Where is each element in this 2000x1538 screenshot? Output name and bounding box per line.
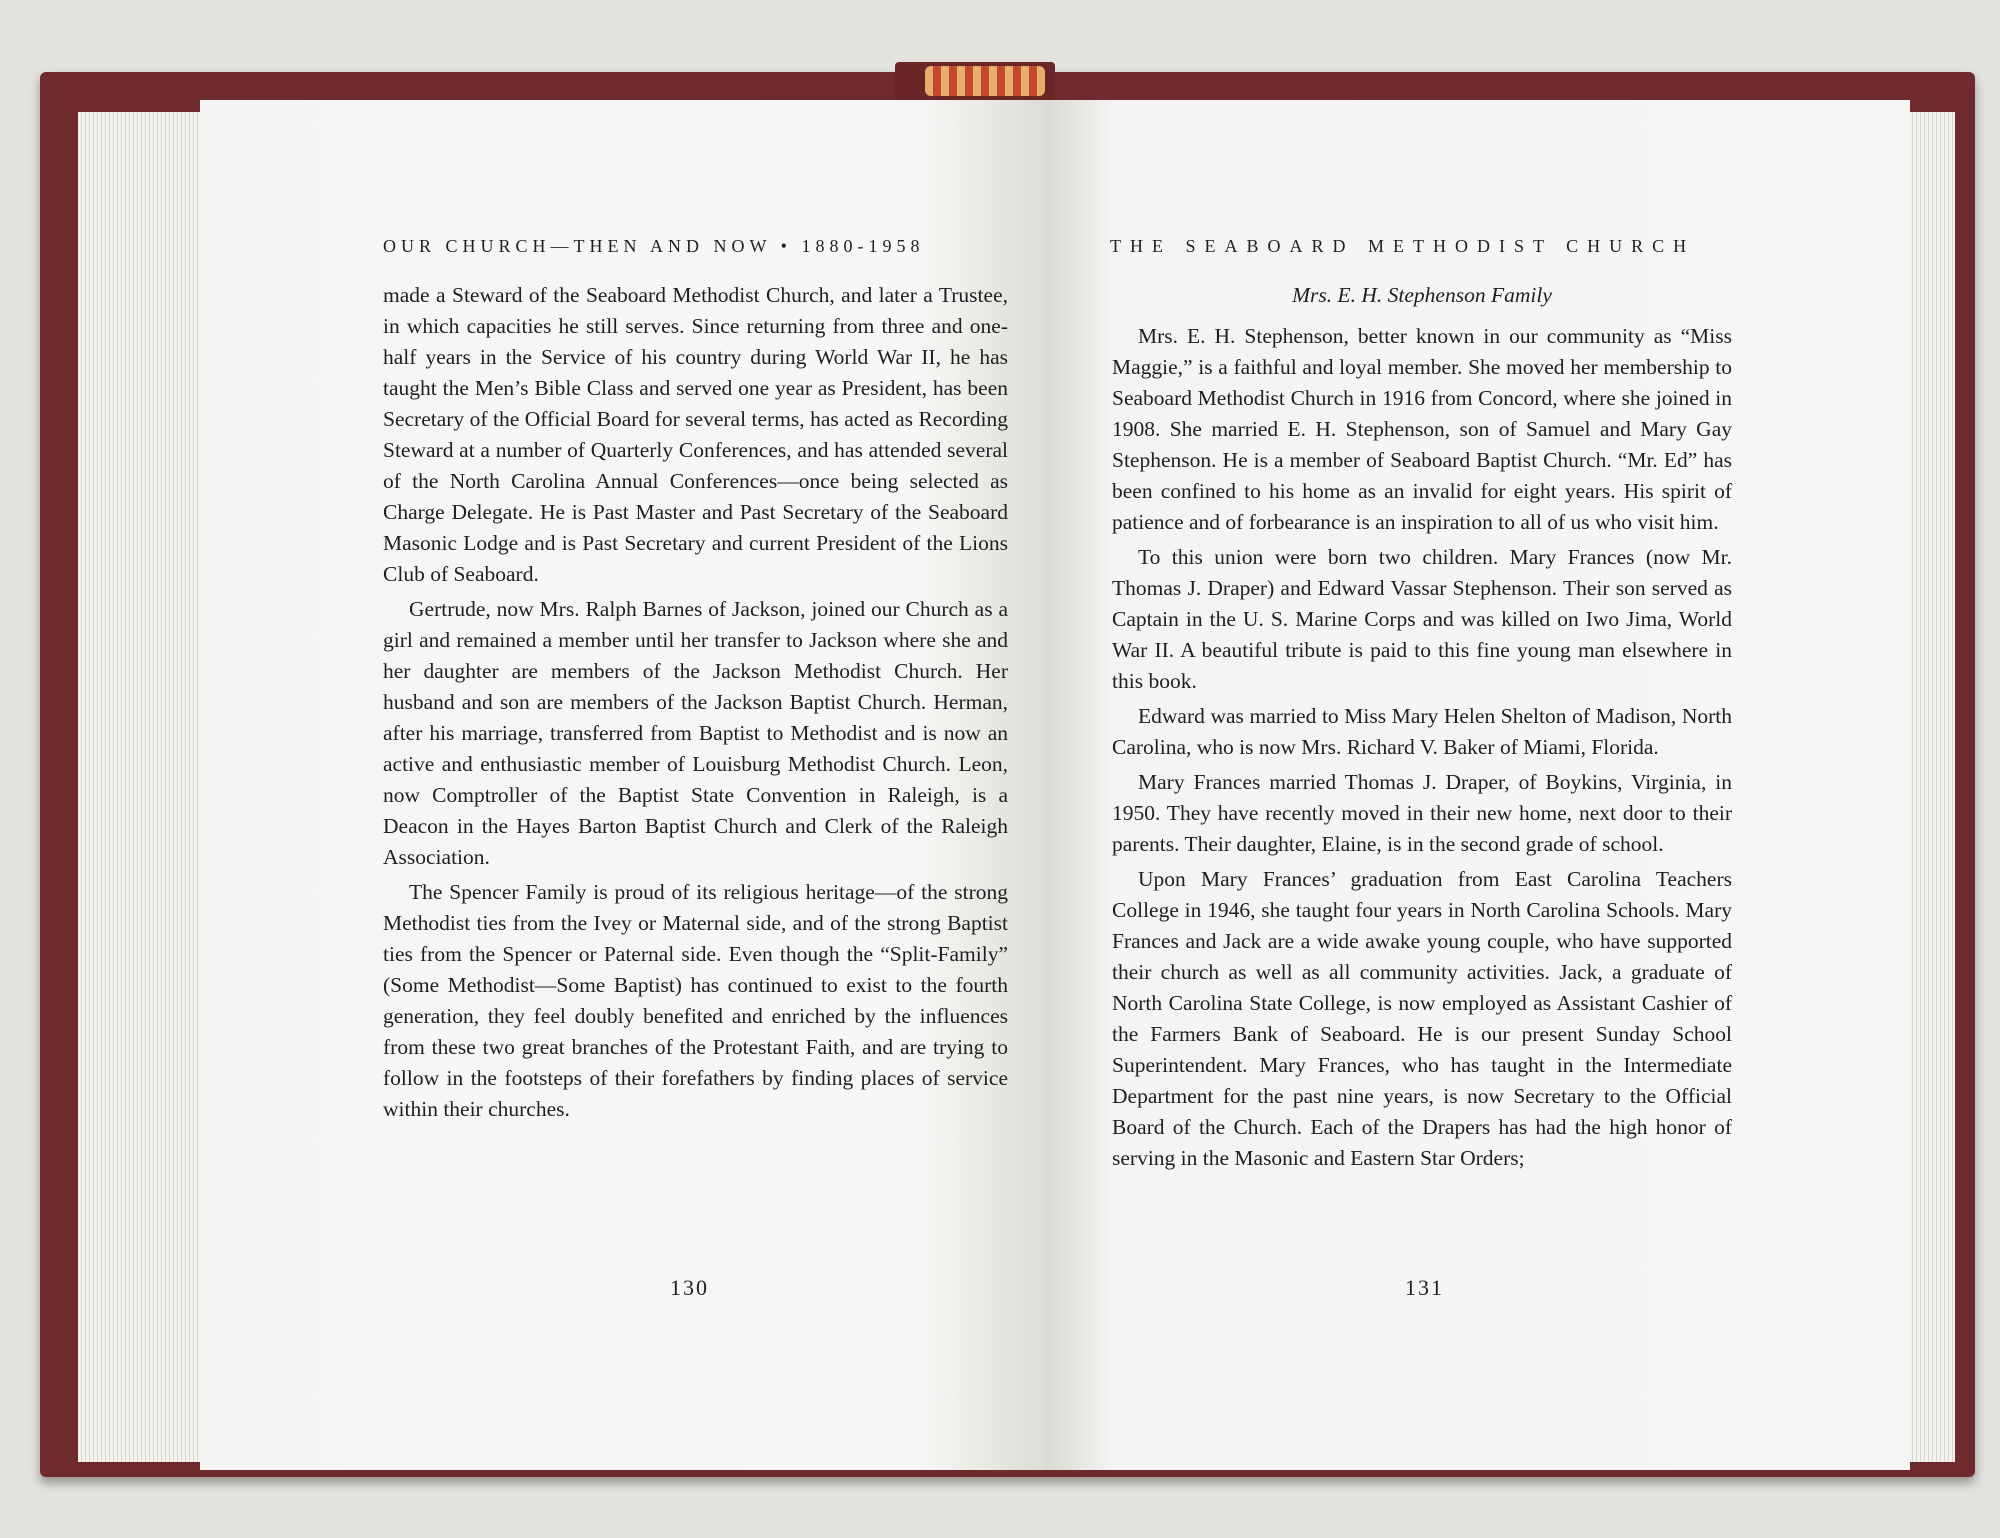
left-running-head: OUR CHURCH—THEN AND NOW • 1880-1958 — [383, 236, 925, 256]
headband — [925, 66, 1045, 96]
right-paragraph: Edward was married to Miss Mary Helen Shelton of Madison, North Carolina, who is now Mrs. Richard V. Baker of Miami, Florida. — [1112, 704, 1732, 759]
right-running-head: THE SEABOARD METHODIST CHURCH — [1110, 236, 1696, 256]
left-paragraph: Gertrude, now Mrs. Ralph Barnes of Jackson, joined our Church as a girl and remained a member until her transfer to Jackson where she and her daughter are members of the Jackson Methodist Church. Her husband and son are members of the Jackson Baptist Church. Herman, after his marriage, transferred from Baptist to Methodist and is now an active and enthusiastic member of Louisburg Methodist Church. Leon, now Comptroller of the Baptist State Convention in Raleigh, is a Deacon in the Hayes Barton Baptist Church and Clerk of the Raleigh Association. — [383, 597, 1008, 869]
right-paragraph: To this union were born two children. Mary Frances (now Mr. Thomas J. Draper) and Edward Vassar Stephenson. Their son served as Captain in the U. S. Marine Corps and was killed on Iwo Jima, World War II. A beautiful tribute is paid to this fine young man elsewhere in this book. — [1112, 545, 1732, 693]
right-page-number: 131 — [1405, 1275, 1444, 1300]
section-title: Mrs. E. H. Stephenson Family — [1292, 283, 1552, 307]
page-edges-right — [1905, 112, 1955, 1462]
right-paragraph: Upon Mary Frances’ graduation from East Carolina Teachers College in 1946, she taught four years in North Carolina Schools. Mary Frances and Jack are a wide awake young couple, who have supported their church as well as all community activities. Jack, a graduate of North Carolina State College, is now employed as Assistant Cashier of the Farmers Bank of Seaboard. He is our present Sunday School Superintendent. Mary Frances, who has taught in the Intermediate Department for the past nine years, is now Secretary to the Official Board of the Church. Each of the Drapers has had the high honor of serving in the Masonic and Eastern Star Orders; — [1112, 867, 1732, 1170]
left-paragraph: The Spencer Family is proud of its religious heritage—of the strong Methodist ties from the Ivey or Maternal side, and of the strong Baptist ties from the Spencer or Paternal side. Even though the “Split-Family” (Some Methodist—Some Baptist) has continued to exist to the fourth generation, they feel doubly benefited and enriched by the influences from these two great branches of the Protestant Faith, and are trying to follow in the footsteps of their forefathers by finding places of service within their churches. — [383, 880, 1008, 1121]
right-paragraph: Mrs. E. H. Stephenson, better known in our community as “Miss Maggie,” is a faithful and loyal member. She moved her membership to Seaboard Methodist Church in 1916 from Concord, where she joined in 1908. She married E. H. Stephenson, son of Samuel and Mary Gay Stephenson. He is a member of Seaboard Baptist Church. “Mr. Ed” has been confined to his home as an invalid for eight years. His spirit of patience and of forbearance is an inspiration to all of us who visit him. — [1112, 324, 1732, 534]
right-paragraph: Mary Frances married Thomas J. Draper, of Boykins, Virginia, in 1950. They have recently moved in their new home, next door to their parents. Their daughter, Elaine, is in the second grade of school. — [1112, 770, 1732, 856]
right-text-block — [1112, 280, 1732, 1178]
left-page — [200, 100, 1045, 1470]
left-page-number: 130 — [670, 1275, 709, 1300]
page-edges-left — [78, 112, 210, 1462]
left-text-block — [383, 280, 1008, 1129]
right-page — [1045, 100, 1910, 1470]
left-paragraph: made a Steward of the Seaboard Methodist Church, and later a Trustee, in which capacities he still serves. Since returning from three and one-half years in the Service of his country during World War II, he has taught the Men’s Bible Class and served one year as President, has been Secretary of the Official Board for several terms, has acted as Recording Steward at a number of Quarterly Conferences, and has attended several of the North Carolina Annual Conferences—once being selected as Charge Delegate. He is Past Master and Past Secretary of the Seaboard Masonic Lodge and is Past Secretary and current President of the Lions Club of Seaboard. — [383, 283, 1008, 586]
